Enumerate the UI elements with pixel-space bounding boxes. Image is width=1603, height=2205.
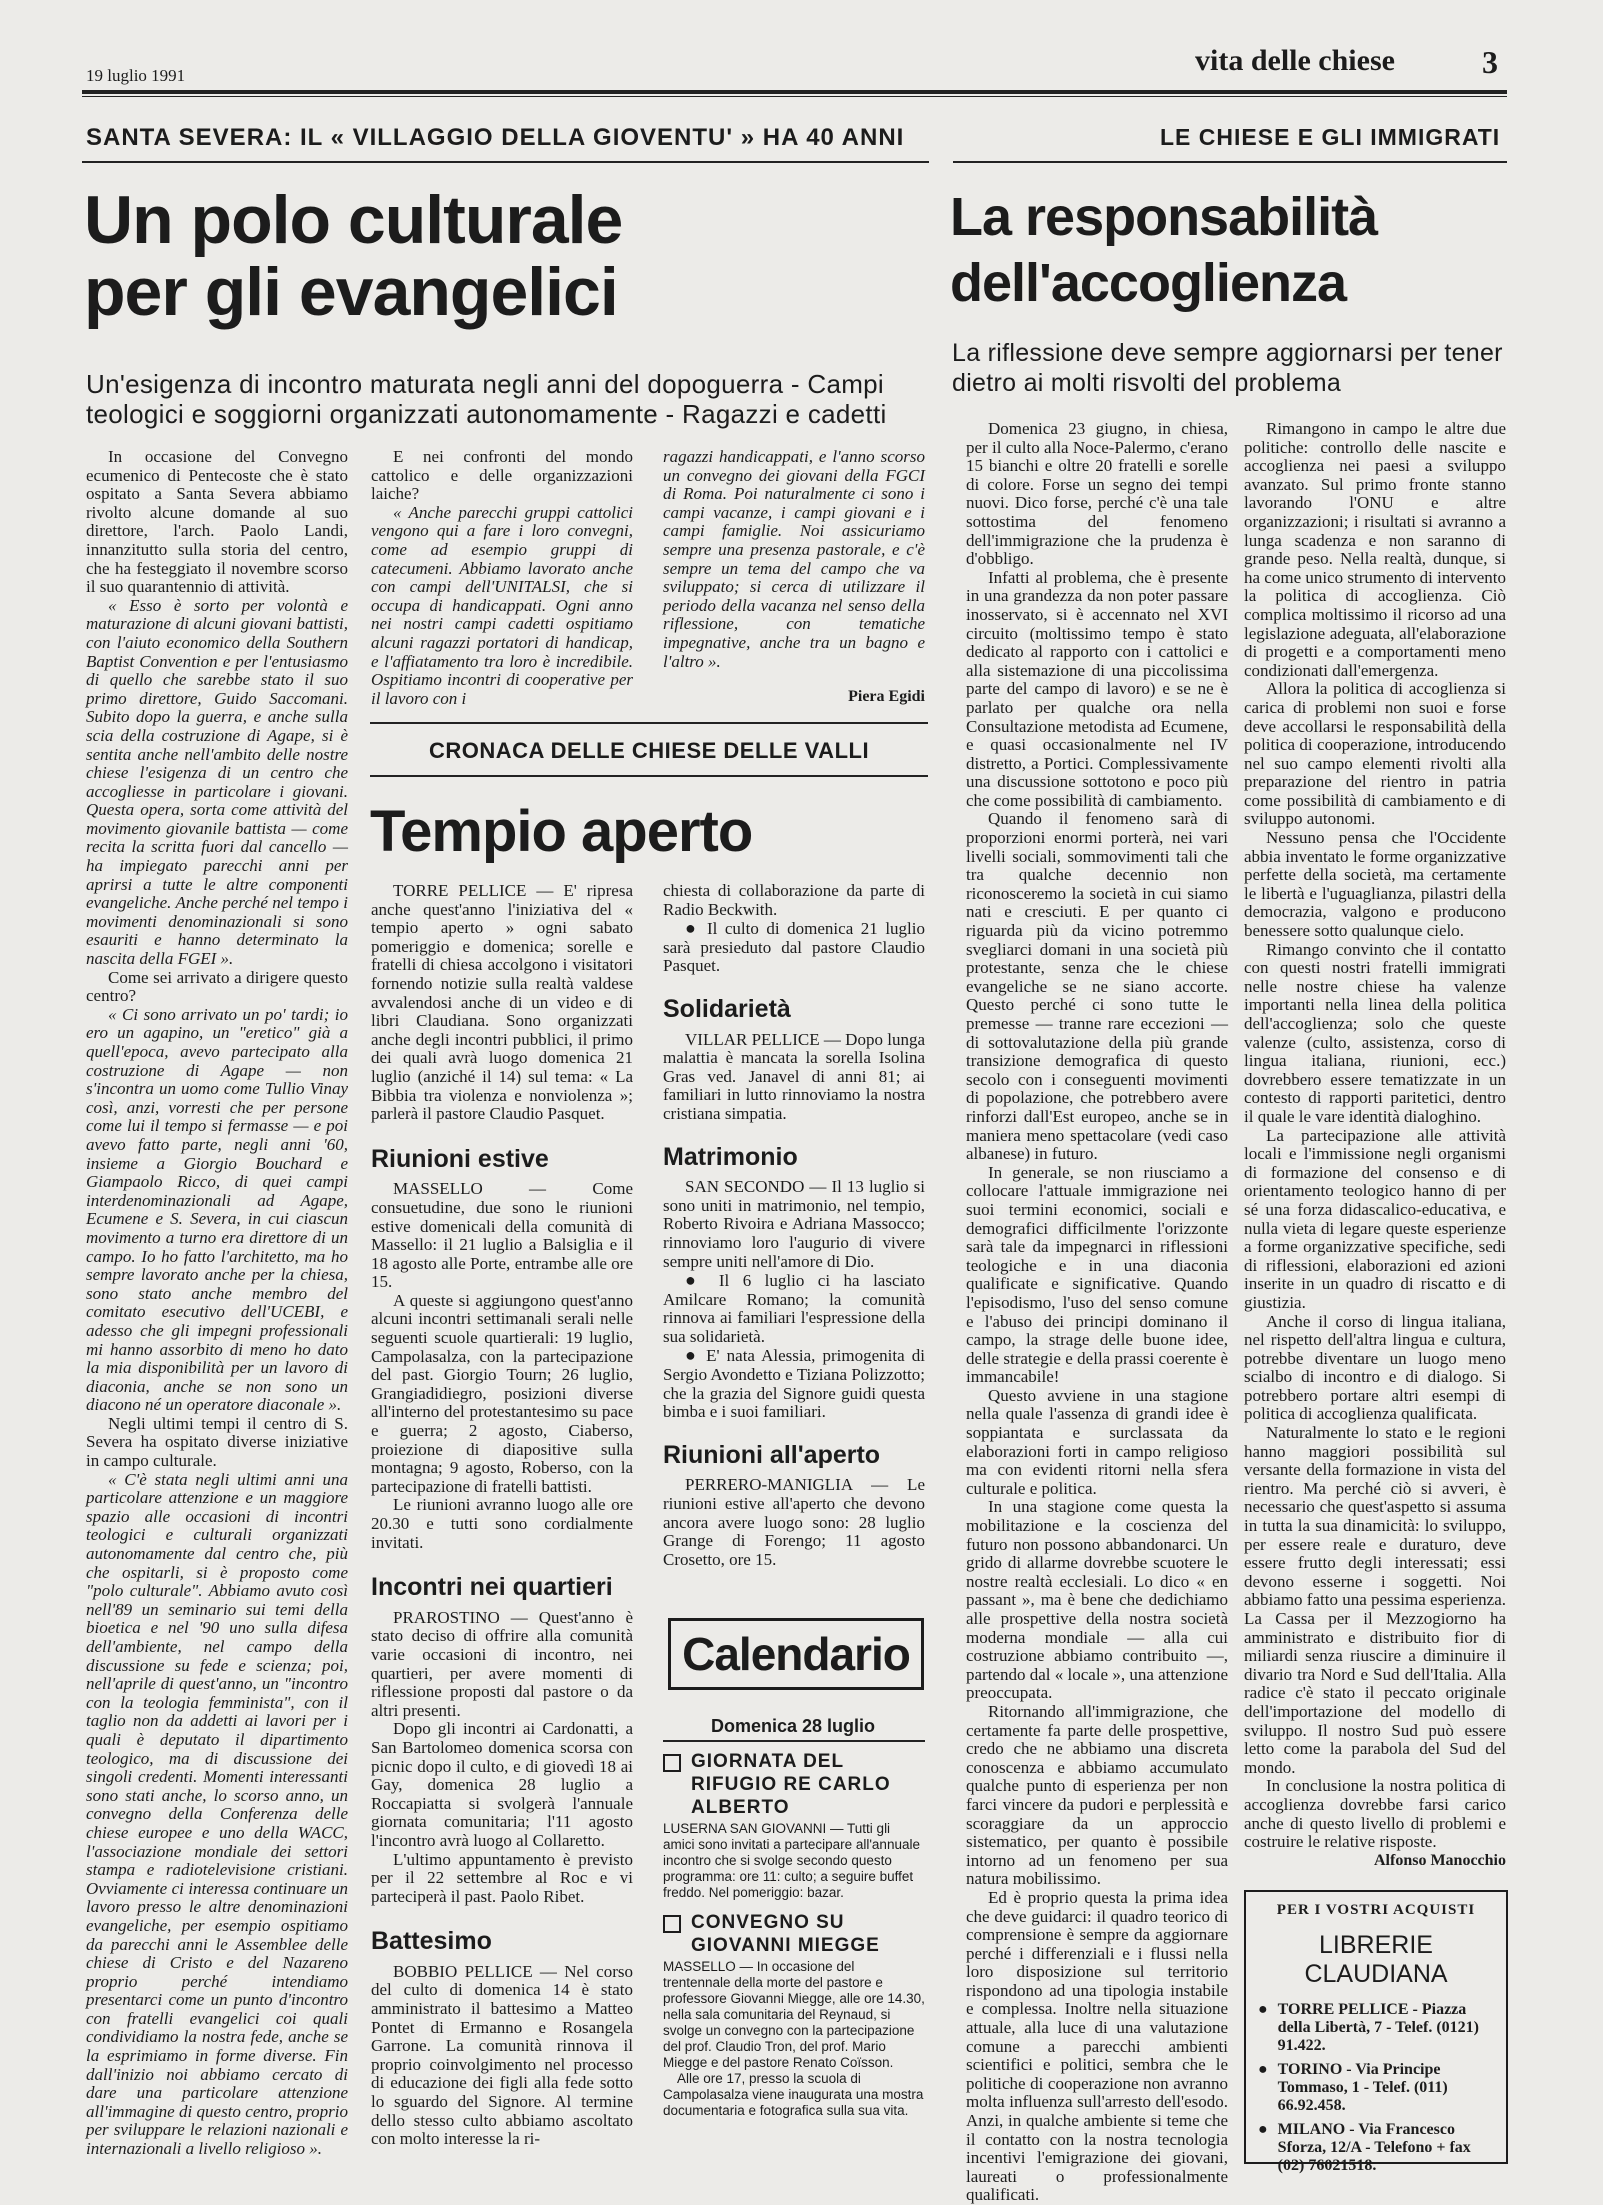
left-col2-question: E nei confronti del mondo cattolico e delle organizzazioni laiche? (371, 447, 633, 504)
cronaca-rule-bottom (370, 775, 928, 777)
right-col2-para: Anche il corso di lingua italiana, nel rispetto dell'altra lingua e cultura, potrebbe diventare un luogo meno scialbo di incontro e di dialogo. Si potrebbero portare altri esempi di politica di accoglienza qualificata. (1244, 1311, 1506, 1424)
left-headline (84, 184, 622, 328)
page-date: 19 luglio 1991 (86, 66, 186, 85)
right-col2-para: Rimango convinto che il contatto con questi nostri fratelli immigrati nelle nostre chiese ha valenze importanti nella linea della politica dell'accoglienza; solo che queste valenze (culto, assistenza, corso di lingua italiana, riunioni, ecc.) dovrebbero essere tematizzate in un contesto di rapporti paritetici, dentro il quale le vare identità dialoghino. (1244, 939, 1506, 1126)
right-col1-para: Infatti al problema, che è presente in una grandezza da non poter passare inosservato, si è accennato nel XVI circuito (moltissimo tempo è stato dedicato al rapporto con i cattolici e alla sistemazione di una piccolissima parte del campo di lavoro) e se ne è parlato per qualche ora nella Consultazione metodista ad Ecumene, e quasi occasionalmente nel IV distretto, a Portici. Complessivamente una discussione sottotono e poco più che come possibilità di cambiamento. (966, 567, 1228, 810)
riunioni-title: Riunioni estive (371, 1144, 549, 1173)
right-col-2 (1244, 419, 1507, 1852)
ad-name-line2: CLAUDIANA (1304, 1960, 1448, 1988)
matrimonio-text: SAN SECONDO — Il 13 luglio si sono uniti in matrimonio, nel tempio, Roberto Rivoira e Adriana Massocco; rinnoviamo loro l'augurio di vivere sempre uniti nell'amore di Dio. (663, 1177, 925, 1271)
quartieri-text: Dopo gli incontri ai Cardonatti, a San Bartolomeo domenica scorsa con picnic dopo il culto, e di giovedì 18 ai Gay, domenica 28 luglio a Roccapiatta si svolgerà l'annuale giornata comunitaria; l'11 agosto l'incontro avrà luogo al Collaretto. (371, 1719, 633, 1850)
checkbox-icon (663, 1754, 681, 1772)
ad-address-text: MILANO - Via Francesco Sforza, 12/A - Telefono + fax (02) 76021518. (1277, 2121, 1471, 2174)
right-col1-para: In generale, se non riusciamo a collocare l'attuale immigrazione nei suoi termini economici, sociali e demografici difficilmente l'orizzonte sarà tale da impegnarci in riflessioni teologiche e in una diaconia qualificate e significative. Quando l'episodismo, l'uso del senso comune e l'abuso dei principi dominano il campo, la strage delle buone idee, delle strategie e della prassi coerente è immancabile! (966, 1162, 1228, 1387)
quartieri-text: PRAROSTINO — Quest'anno è stato deciso di offrire alla comunità varie occasioni di incontro, nei quartieri, per avere momenti di riflessione proposti dal pastore o da altri presenti. (371, 1607, 633, 1720)
matrimonio-bullet-text: Il 6 luglio ci ha lasciato Amilcare Romano; la comunità rinnova ai familiari l'espressione della sua solidarietà. (663, 1271, 925, 1346)
ad-address-text: TORINO - Via Principe Tommaso, 1 - Telef. (011) 66.92.458. (1277, 2061, 1448, 2114)
bullet-icon: ● (1258, 2061, 1268, 2078)
battesimo-title: Battesimo (371, 1927, 492, 1956)
calendario-date: Domenica 28 luglio (710, 1716, 876, 1736)
right-col1-para: Questo avviene in una stagione nella quale l'assenza di grandi idee è soppiantata e surclassata da elaborazioni forti in campo religioso ma con evidenti ritorni nella sfera culturale e politica. (966, 1385, 1228, 1498)
right-signature: Alfonso Manocchio (1374, 1852, 1506, 1869)
matrimonio-bullet (663, 1346, 925, 1421)
left-col-1 (86, 448, 348, 2188)
left-col1-para: In occasione del Convegno ecumenico di Pentecoste che è stato ospitato a Santa Severa abbiamo rivolto alcune domande al suo direttore, l'arch. Paolo Landi, innanzitutto sulla storia del centro, che ha festeggiato il novembre scorso il suo quarantennio di attività. (86, 447, 348, 597)
section-title: vita delle chiese (1195, 44, 1395, 77)
right-headline (950, 184, 1377, 316)
ad-address-text: TORRE PELLICE - Piazza della Libertà, 7 - Telef. (0121) 91.422. (1277, 2001, 1479, 2054)
right-kicker: LE CHIESE E GLI IMMIGRATI (1160, 124, 1501, 150)
right-col1-para: Ed è proprio questa la prima idea che deve guidarci: il quadro teorico di comprensione è sempre da aggiornare perché i differenziali e i flussi nella loro disposizione sul territorio rispondono ad una tipologia instabile e complessa. Inoltre nella situazione attuale, alla luce di una valutazione comune a parecchi ambienti scientifici e politici, sembra che le politiche di cooperazione non avranno molta influenza sull'arresto dell'esodo. Anzi, in qualche ambiente si teme che il contatto con la nostra tecnologia incentivi l'emigrazione dei giovani, laureati o professionalmente qualificati. (966, 1887, 1228, 2205)
calendario-item-text: MASSELLO — In occasione del trentennale della morte del pastore e professore Giovanni Miegge, alle ore 14.30, nella sala comunitaria del Reynaud, si svolge un convegno con la partecipazione del prof. Claudio Tron, del prof. Mario Miegge e del pastore Renato Coïsson. (663, 1959, 925, 2070)
matrimonio-title: Matrimonio (663, 1142, 798, 1171)
tempio-bullet-text: Il culto di domenica 21 luglio sarà presieduto dal pastore Claudio Pasquet. (663, 919, 925, 976)
matrimonio-bullet-text: E' nata Alessia, primogenita di Sergio Avondetto e Tiziana Polizzotto; che la grazia del Signore guidi questa bimba e i suoi familiari. (663, 1346, 925, 1422)
aperto-text: PERRERO-MANIGLIA — Le riunioni estive all'aperto che devono ancora avere luogo sono: 28 luglio Grange di Forengo; 11 agosto Crosetto, ore 15. (663, 1475, 925, 1569)
bullet-icon: ● (685, 1270, 719, 1291)
riunioni-text: MASSELLO — Come consuetudine, due sono le riunioni estive domenicali della comunità di Massello: il 21 luglio a Balsiglia e il 18 agosto alle Porte, entrambe alle ore 15. (371, 1179, 633, 1292)
battesimo-text: BOBBIO PELLICE — Nel corso del culto di domenica 14 è stato amministrato il battesimo a Matteo Pontet di Ermanno e Rosangela Garrone. La comunità rinnova il proprio coinvolgimento nel processo di educazione dei figli alla fede sotto lo sguardo del Signore. Al termine dello stesso culto abbiamo ascoltato con molto interesse la ri- (371, 1961, 633, 2149)
right-col-1 (966, 419, 1228, 2205)
right-col2-para: In conclusione la nostra politica di accoglienza dovrebbe farsi carico anche di questo livello di problemi e costruire le relative risposte. (1244, 1776, 1506, 1852)
quartieri-title: Incontri nei quartieri (371, 1573, 613, 1602)
header-rule (82, 90, 1507, 94)
bullet-icon: ● (685, 1345, 707, 1366)
quartieri-text: L'ultimo appuntamento è previsto per il 22 settembre al Roc e vi parteciperà il past. Paolo Ribet. (371, 1849, 633, 1906)
tempio-bullet (663, 919, 925, 976)
ad-address (1258, 2061, 1496, 2115)
calendario-date-rule (663, 1740, 925, 1742)
left-col1-question: Negli ultimi tempi il centro di S. Severa ha ospitato diverse iniziative in campo culturale. (86, 1413, 348, 1471)
bullet-icon: ● (685, 918, 707, 939)
calendario-title-box: Calendario (668, 1618, 924, 1690)
right-col2-para: Allora la politica di accoglienza si carica di problemi non suoi e forse deve accollarsi le responsabilità della politica di cooperazione, introducendo nel suo campo elementi rivolti alla preparazione del rientro in patria come possibilità di cambiamento e di sviluppo autonomi. (1244, 679, 1506, 829)
left-col1-question: Come sei arrivato a dirigere questo centro? (86, 967, 348, 1006)
matrimonio-bullet (663, 1271, 925, 1346)
librerie-ad (1244, 1890, 1508, 2174)
tempio-text: TORRE PELLICE — E' ripresa anche quest'anno l'iniziativa del « tempio aperto » ogni sabato pomeriggio e domenica; sorelle e fratelli di chiesa accolgono i visitatori fornendo notizie sulla realtà valdese avvalendosi anche di un video e di libri Claudiana. Sono organizzati anche degli incontri pubblici, il primo dei quali avrà luogo domenica 21 luglio (anziché il 14) sul tema: « La Bibbia tra violenza e nonviolenza »; parlerà il pastore Claudio Pasquet. (371, 881, 633, 1124)
left-headline-line2: per gli evangelici (84, 254, 618, 330)
calendario-item-1 (663, 1750, 925, 1819)
ad-address-list (1258, 2001, 1496, 2175)
right-kicker-rule (953, 161, 1507, 163)
left-col3-quote: ragazzi handicappati, e l'anno scorso un convegno dei giovani della FGCI di Roma. Poi naturalmente ci sono i campi vacanze, i campi giovani e i campi famiglie. Noi assicuriamo sempre una presenza pastorale, e c'è sempre un tema del campo che va sviluppato; si cerca di utilizzare il periodo della vacanza nel senso della riflessione, con tematiche impegnative, anche tra un bagno e l'altro ». (663, 447, 925, 671)
right-col2-para: Rimangono in campo le altre due politiche: controllo delle nascite e accoglienza nei paesi a sviluppo avanzato. Sul primo fronte stanno lavorando l'ONU e altre organizzazioni; i risultati si avranno a lunga scadenza e non saranno di grande peso. Nella realtà, dunque, si ha come unico strumento di intervento la politica di accoglienza. Ciò complica moltissimo il ricorso ad una legislazione adeguata, all'elaborazione di progetti e a comportamenti meno condizionati dall'emergenza. (1244, 419, 1507, 680)
right-col1-para: Quando il fenomeno sarà di proporzioni enormi porterà, nei vari livelli sociali, sommovimenti tali che tra qualche decennio non riconosceremo la società in cui siamo nati e cresciuti. E per quanto ci riguarda più da vicino potremmo svegliarci domani in una società più protestante, senza che le chiese evangeliche se ne siano accorte. Questo perché ci sono tutte le premesse — tranne rare eccezioni — di sottovalutazione della più grande transizione demografica di questo secolo con i conseguenti movimenti di popolazione, che potrebbero avere rinforzi dall'Est europeo, anche se in maniera meno spettacolare (vedi caso albanese) in futuro. (966, 809, 1228, 1164)
right-headline-line1: La responsabilità (950, 187, 1378, 247)
ad-name-line1: LIBRERIE (1319, 1931, 1433, 1959)
right-col2-para: Naturalmente lo stato e le regioni hanno maggiori possibilità sul versante della formazione in vista del rientro. Ma perché ciò si avveri, è necessario che quest'aspetto si assuma in tutta la sua dinamicità: lo sviluppo, per essere reale e duraturo, deve essere frutto degli interessati; essi devono esserne i soggetti. Noi abbiamo fatto una pessima esperienza. La Cassa per il Mezzogiorno ha amministrato e distribuito fior di miliardi senza riuscire a diminuire il divario tra Nord e Sud dell'Italia. Alla radice c'è stato il peccato originale dell'importazione del modello di sviluppo. Il nostro Sud può essere letto come la parabola del Sud del mondo. (1244, 1423, 1506, 1777)
left-col-3 (663, 448, 925, 673)
page-number: 3 (1482, 44, 1498, 80)
calendario-item-text: LUSERNA SAN GIOVANNI — Tutti gli amici sono invitati a partecipare all'annuale incontro che si svolge secondo questo programma: ore 11: culto; a seguire buffet freddo. Nel pomeriggio: bazar. (663, 1821, 920, 1900)
solidarieta-text: VILLAR PELLICE — Dopo lunga malattia è mancata la sorella Isolina Gras ved. Janavel di anni 81; ai familiari in lutto rinnoviamo la nostra cristiana simpatia. (663, 1029, 925, 1123)
aperto-title: Riunioni all'aperto (663, 1440, 881, 1469)
left-kicker-rule (82, 161, 929, 163)
left-col2-quote: « Anche parecchi gruppi cattolici vengono qui a fare i loro convegni, come ad esempio gruppi di catecumeni. Abbiamo lavorato anche con campi dell'UNITALSI, che si occupa di handicappati. Ogni anno nei nostri campi cadetti ospitiamo alcuni ragazzi portatori di handicap, e l'affiatamento tra loro è incredibile. Ospitiamo incontri di cooperative per il lavoro con i (371, 502, 633, 708)
left-headline-line1: Un polo culturale (84, 182, 623, 258)
bullet-icon: ● (1258, 2001, 1268, 2018)
cronaca-kicker: CRONACA DELLE CHIESE DELLE VALLI (428, 738, 870, 763)
right-col2-para: Nessuno pensa che l'Occidente abbia inventato le forme organizzative perfette della società, ma certamente le libertà e l'uguaglianza, pilastri della democrazia, valgono e producono benessere sotto qualunque cielo. (1244, 828, 1506, 941)
calendario-items (663, 1750, 925, 2190)
calendario-item-text: Alle ore 17, presso la scuola di Campolasalza viene inaugurata una mostra documentaria e fotografica sulla sua vita. (663, 2071, 924, 2118)
cronaca-rule-top (370, 722, 928, 724)
riunioni-text: A queste si aggiungono quest'anno alcuni incontri settimanali serali nelle seguenti scuole quartierali: 19 luglio, Campolasalza, con la partecipazione del past. Giorgio Tourn; 26 luglio, Grangiadidiegro, posizioni diverse all'interno del protestantesimo su pace e guerra; 2 agosto, Ciaberso, proiezione di diapositive sulla montagna; 9 agosto, Roberso, con la partecipazione di fratelli battisti. (371, 1290, 633, 1496)
cronaca-title: Tempio aperto (370, 799, 753, 864)
right-headline-line2: dell'accoglienza (950, 253, 1346, 313)
ad-top-label: PER I VOSTRI ACQUISTI (1276, 1902, 1476, 1918)
left-col1-quote: « Ci sono arrivato un po' tardi; io ero un agapino, un "eretico" già a quell'epoca, avevo partecipato alla costruzione di Agape — non s'incontra un uomo come Tullio Vinay così, anzi, vorresti che per persone come lui il tempo si fermasse — e poi avevo fatto parte, negli anni '60, insieme a Giorgio Bouchard e Giampaolo Ricco, di quei campi interdenominazionali ad Agape, Ecumene e S. Severa, in cui ciascun movimento a turno era direttore di un campo. Io ho fatto l'architetto, ma ho sempre lavorato anche per la chiesa, sono stato anche membro del comitato esecutivo dell'UCEBI, e adesso che gli impegni professionali mi hanno assorbito di meno ho dato la mia disponibilità per un lavoro di diaconia, anche se non sono un diacono né un operatore diaconale ». (86, 1004, 348, 1415)
cronaca-col-2 (663, 882, 925, 1622)
ad-address (1258, 2001, 1496, 2055)
header-rule-thin (82, 96, 1507, 97)
checkbox-icon (663, 1915, 681, 1933)
bullet-icon: ● (1258, 2121, 1268, 2138)
tempio-cont: chiesta di collaborazione da parte di Radio Beckwith. (663, 881, 925, 919)
left-subtitle: Un'esigenza di incontro maturata negli anni del dopoguerra - Campi teologici e soggiorni organizzati autonomamente - Ragazzi e cadetti (86, 369, 887, 429)
right-col2-para: La partecipazione alle attività locali e l'immissione negli organismi di formazione del consenso e di orientamento teologico hanno di per sé una forza didascalico-educativa, e nulla vieta di legare queste esperienze a forme organizzative specifiche, sedi di riflessioni, elaborazioni ed azioni inserite in un quadro di riscatto e di giustizia. (1244, 1125, 1506, 1312)
left-col1-quote: « Esso è sorto per volontà e maturazione di alcuni giovani battisti, con l'aiuto economico della Southern Baptist Convention e per l'entusiasmo di quello che sarebbe stato il suo primo direttore, Guido Saccomani. Subito dopo la guerra, e anche sulla scia della costruzione di Agape, si è sentita anche nell'ambito delle nostre chiese l'esigenza di un centro che accogliesse in particolare i giovani. Questa opera, sorta come attività del movimento giovanile battista — come recita la scritta fuori dal cancello — ha impiegato parecchi anni per aprirsi a tutte le altre componenti evangeliche. Anche perché nel tempo i movimenti denominazionali si sono esauriti e hanno determinato la nascita della FGEI ». (86, 595, 348, 969)
ad-address (1258, 2121, 1496, 2175)
left-col-2 (371, 448, 633, 708)
left-signature: Piera Egidi (848, 688, 925, 705)
riunioni-text: Le riunioni avranno luogo alle ore 20.30 e tutti sono cordialmente invitati. (371, 1495, 633, 1552)
left-col1-quote: « C'è stata negli ultimi anni una particolare attenzione e un maggiore spazio alle occasioni di incontri teologici e culturali organizzati autonomamente dal centro che, più che ospitarli, si è proposto come "polo culturale". Abbiamo avuto così nell'89 un seminario sui temi della bioetica e nel '90 uno sulla difesa dell'ambiente, nel campo della discussione su fede e scienza; poi, nell'aprile di quest'anno, un "incontro con la teologia femminista", con il taglio non da addetti ai lavori per i quali è deputato il dipartimento teologico, ma di discussione dei singoli credenti. Momenti interessanti sono stati anche, lo scorso anno, un convegno della Conferenza delle chiese europee e uno della WACC, l'associazione mondiale dei settori stampa e radiotelevisione cristiani. Ovviamente ci interessa continuare un lavoro presso le altre denominazioni evangeliche, per esempio ospitiamo da parecchi anni le Assemblee delle chiese di Cristo e del Nazareno proprio perché intendiamo presentarci come un punto d'incontro con fratelli evangelici coi quali condividiamo la nostra fede, anche se la esprimiamo in forme diverse. Fin dall'inizio noi abbiamo cercato di dare una particolare attenzione all'immagine di questo centro, proprio per sviluppare le relazioni nazionali e internazionali a livello religioso ». (86, 1469, 348, 2159)
right-col1-para: Domenica 23 giugno, in chiesa, per il culto alla Noce-Palermo, c'erano 15 bianchi e oltre 20 fratelli e sorelle di colore. Forse un segno dei tempi nuovi. Dico forse, perché c'è una tale sottostima del fenomeno dell'immigrazione che la prudenza è d'obbligo. (966, 419, 1228, 569)
right-subtitle: La riflessione deve sempre aggiornarsi per tener dietro ai molti risvolti del problema (952, 339, 1503, 397)
right-col1-para: Ritornando all'immigrazione, che certamente fa parte delle prospettive, credo che ne abbiamo una discreta conoscenza e abbiamo accumulato qualche punto di esperienza per non farci vincere da pudori e perplessità e scoraggiare da un approccio sistematico, per quanto è possibile intorno ad un fenomeno per sua natura mobilissimo. (966, 1701, 1228, 1889)
calendario-item-title: CONVEGNO SU GIOVANNI MIEGGE (691, 1912, 880, 1956)
solidarieta-title: Solidarietà (663, 994, 791, 1023)
calendario-item-2 (663, 1911, 925, 1957)
cronaca-col-1 (371, 882, 633, 2188)
left-kicker: SANTA SEVERA: IL « VILLAGGIO DELLA GIOVENTU' » HA 40 ANNI (86, 124, 905, 151)
calendario-item-title: GIORNATA DEL RIFUGIO RE CARLO ALBERTO (691, 1751, 891, 1818)
right-col1-para: In una stagione come questa la mobilitazione e la coscienza del futuro non possono abbandonarci. Un grido di allarme dovrebbe scuotere le nostre realtà ecclesiali. Lo dico « en passant », ma è bene che dedichiamo alle prospettive della nostra società moderna mondiale — alla cui costruzione abbiamo contribuito —, partendo dal « locale », una attenzione preoccupata. (966, 1497, 1228, 1703)
